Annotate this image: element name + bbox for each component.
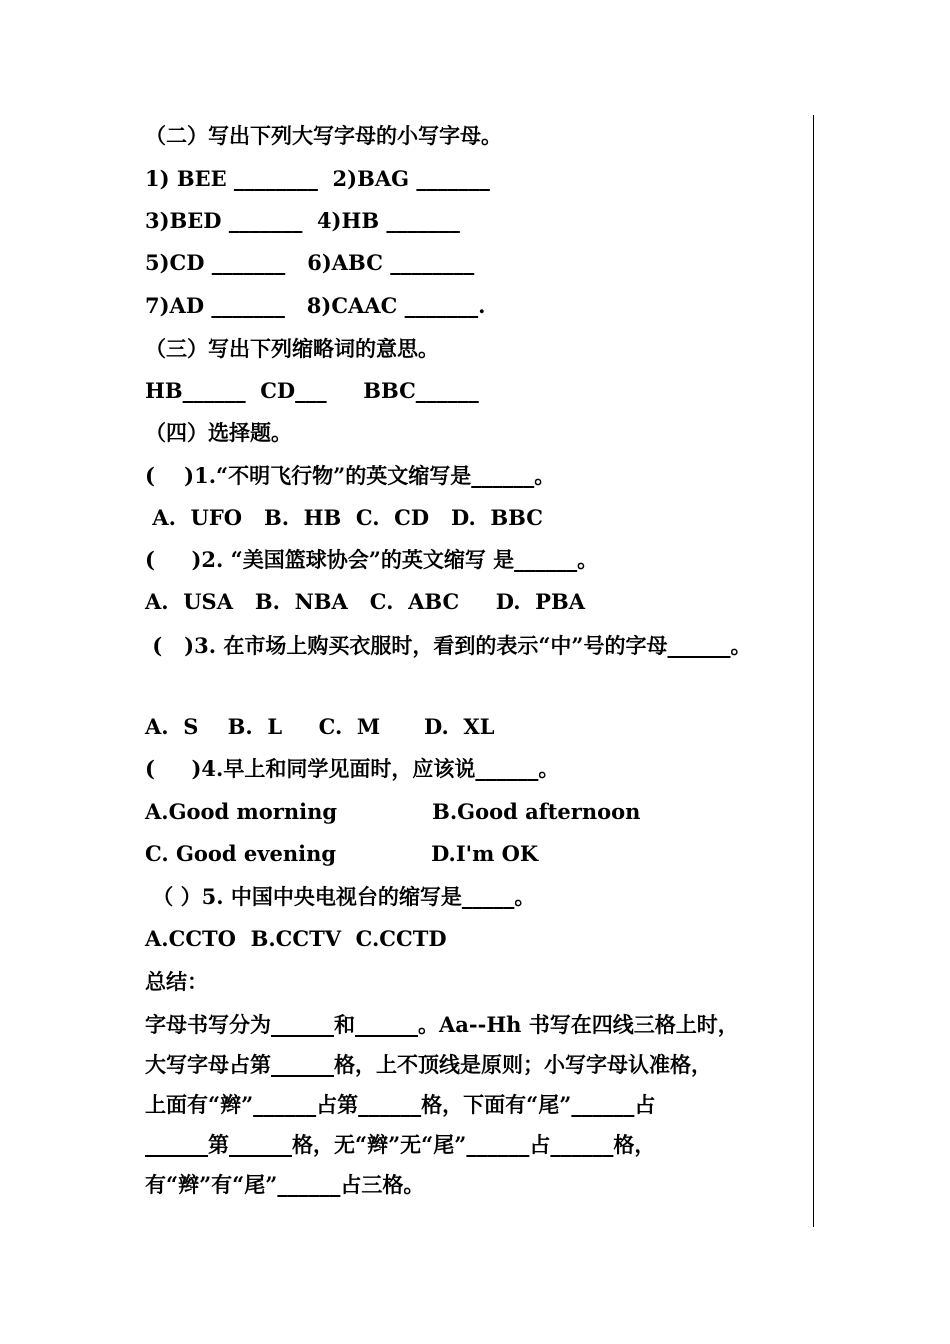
question-5-options: A.CCTO B.CCTV C.CCTD bbox=[145, 926, 447, 951]
question-1: ( )1.“不明飞行物”的英文缩写是______。 bbox=[145, 463, 556, 488]
summary-line-3: 上面有“辫”______占第______格，下面有“尾”______占 bbox=[145, 1092, 656, 1117]
question-2: ( )2. “美国篮球协会”的英文缩写 是______。 bbox=[145, 547, 599, 572]
section2-row-3: 5)CD _______ 6)ABC ________ bbox=[145, 250, 475, 275]
question-1-options: A. UFO B. HB C. CD D. BBC bbox=[145, 505, 544, 530]
section2-row-2: 3)BED _______ 4)HB _______ bbox=[145, 208, 460, 233]
summary-line-1: 字母书写分为______和______。Aa--Hh 书写在四线三格上时， bbox=[145, 1012, 739, 1037]
section4-heading: （四）选择题。 bbox=[145, 420, 292, 445]
section2-row-1: 1) BEE ________ 2)BAG _______ bbox=[145, 166, 490, 191]
summary-line-2: 大写字母占第______格，上不顶线是原则；小写字母认准格， bbox=[145, 1052, 712, 1077]
section2-heading: （二）写出下列大写字母的小写字母。 bbox=[145, 123, 502, 148]
question-4: ( )4.早上和同学见面时，应该说______。 bbox=[145, 756, 560, 781]
question-2-options: A. USA B. NBA C. ABC D. PBA bbox=[145, 589, 585, 614]
summary-heading: 总结： bbox=[145, 969, 208, 994]
question-4-options-row-1: A.Good morning B.Good afternoon bbox=[145, 799, 641, 824]
section2-row-4: 7)AD _______ 8)CAAC _______. bbox=[145, 293, 486, 318]
question-5: （ ）5. 中国中央电视台的缩写是_____。 bbox=[145, 884, 536, 909]
margin-rule bbox=[813, 115, 814, 1227]
question-4-options-row-2: C. Good evening D.I'm OK bbox=[145, 841, 539, 866]
summary-line-5: 有“辫”有“尾”______占三格。 bbox=[145, 1172, 425, 1197]
question-3: ( )3. 在市场上购买衣服时，看到的表示“中”号的字母______。 bbox=[145, 633, 752, 658]
summary-line-4: ______第______格，无“辫”无“尾”______占______格， bbox=[145, 1132, 656, 1157]
question-3-options: A. S B. L C. M D. XL bbox=[145, 714, 495, 739]
section3-heading: （三）写出下列缩略词的意思。 bbox=[145, 336, 439, 361]
section3-row-1: HB______ CD___ BBC______ bbox=[145, 378, 479, 403]
